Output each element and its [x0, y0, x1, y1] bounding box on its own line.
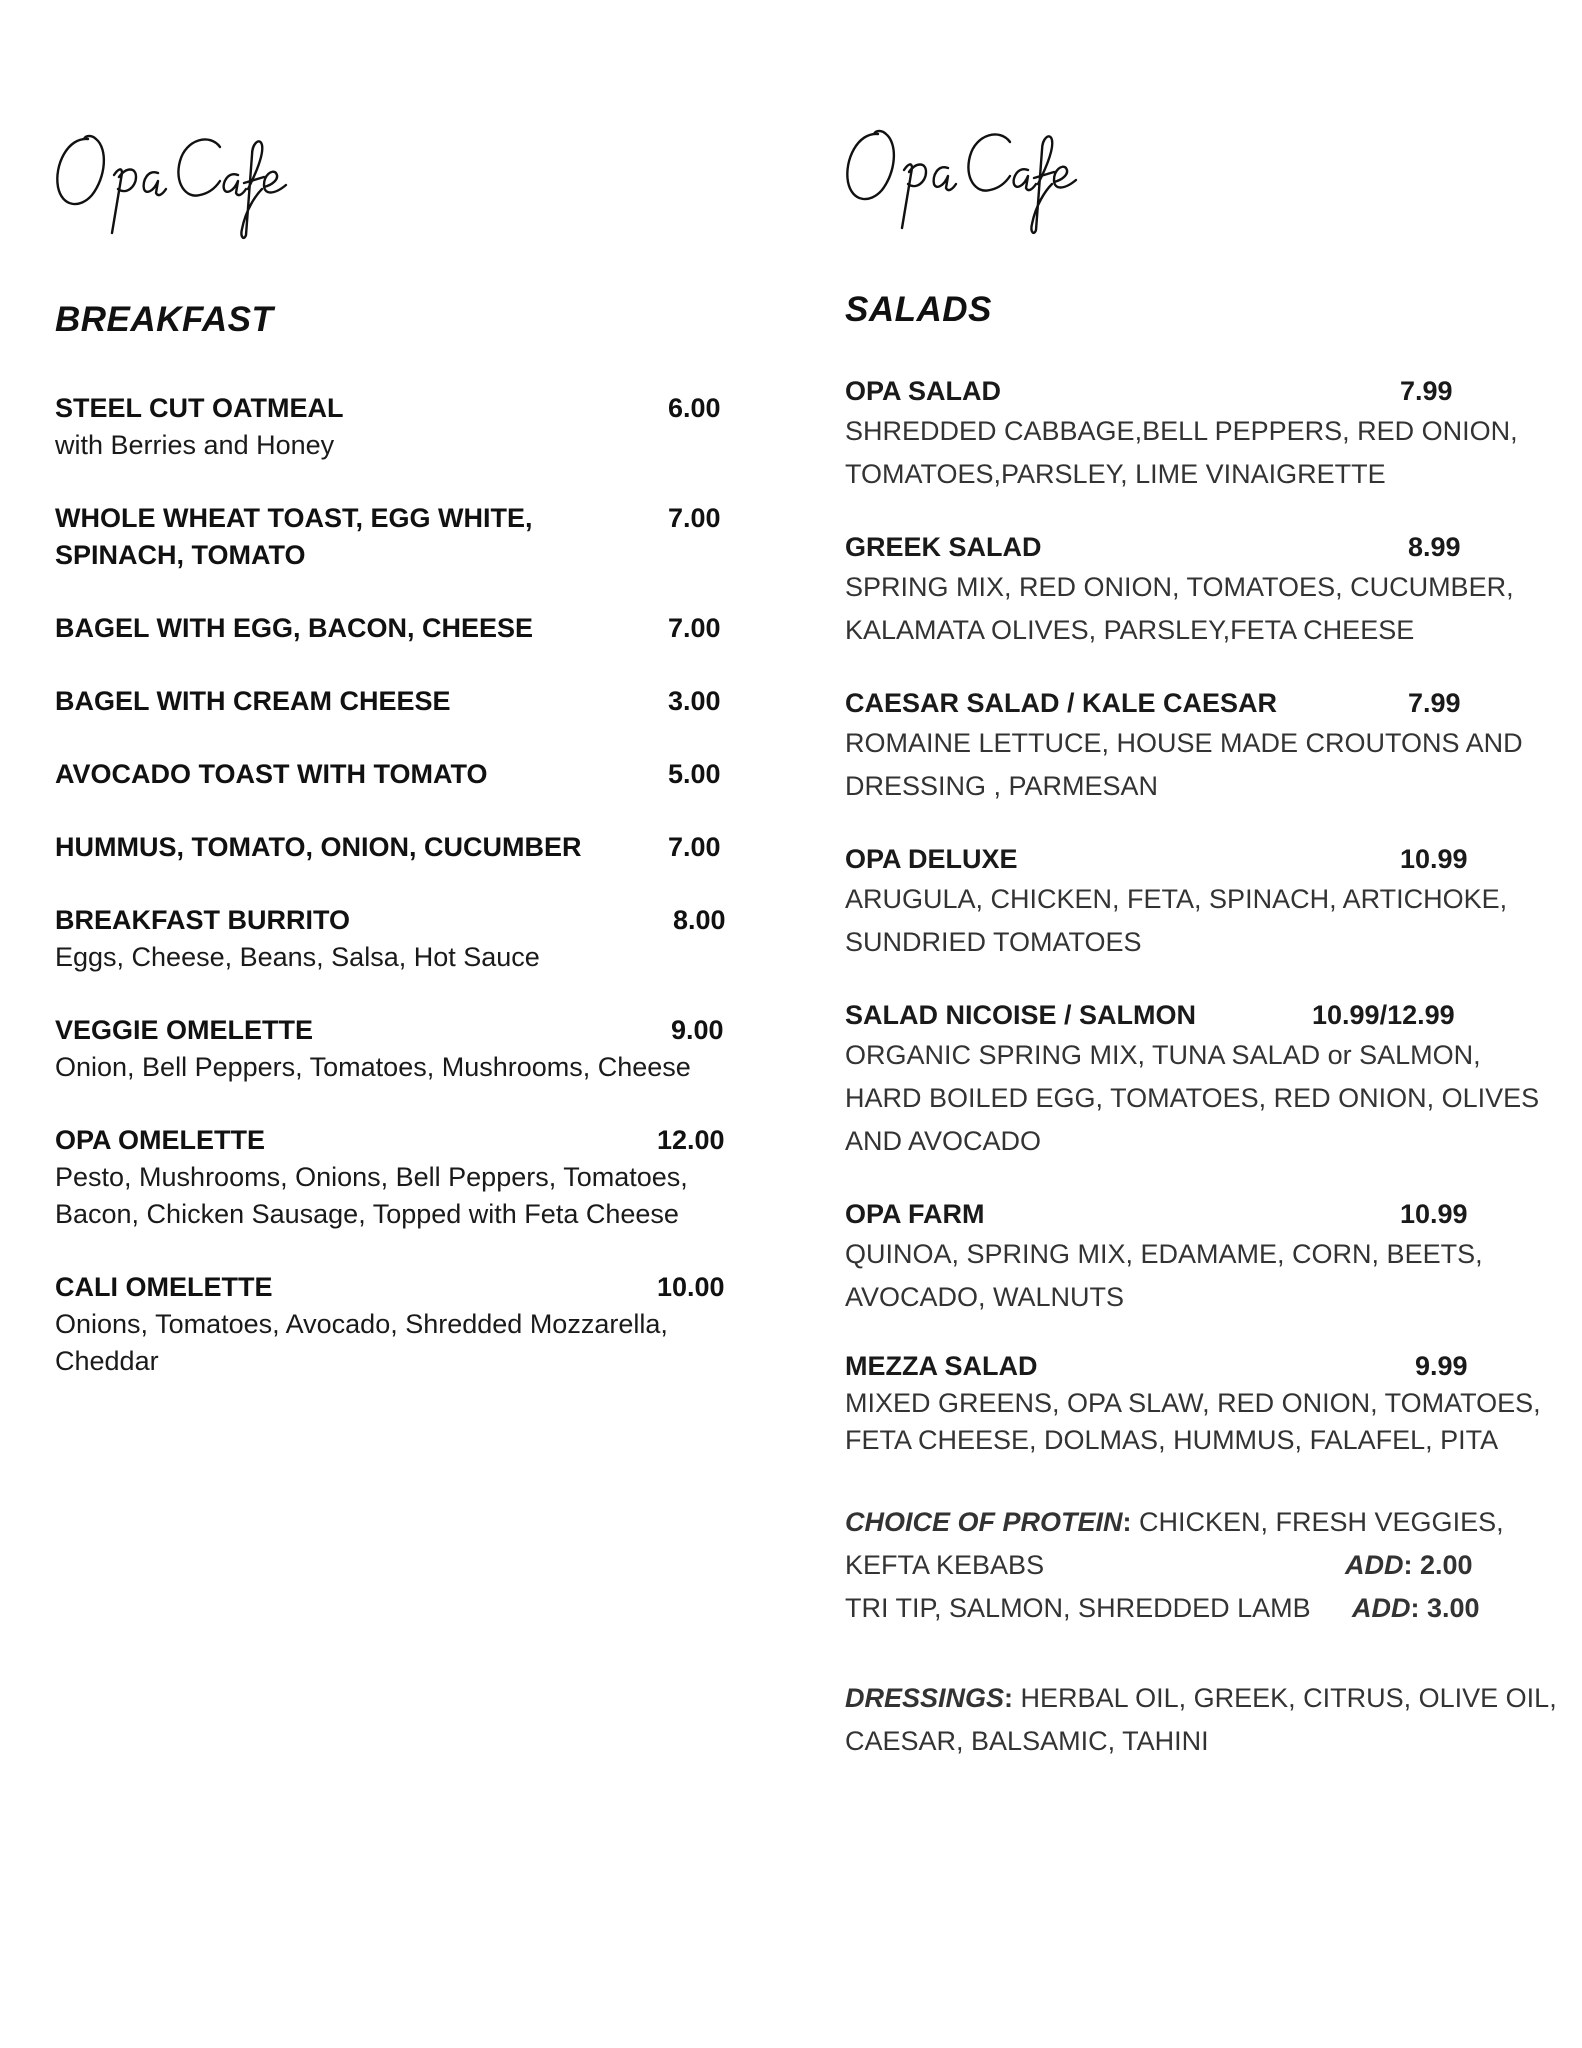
item-desc: Cheddar	[55, 1346, 159, 1376]
item-price: 10.99	[1400, 844, 1468, 874]
item-desc: TOMATOES,PARSLEY, LIME VINAIGRETTE	[845, 459, 1386, 489]
add-amount: : 3.00	[1410, 1593, 1480, 1623]
protein-line-2-text: KEFTA KEBABS	[845, 1550, 1045, 1580]
item-desc: SHREDDED CABBAGE,BELL PEPPERS, RED ONION,	[845, 416, 1518, 446]
item-desc: Onion, Bell Peppers, Tomatoes, Mushrooms, Cheese	[55, 1052, 691, 1082]
protein-add-price-1	[1345, 1544, 1473, 1587]
item-price: 8.99	[1408, 532, 1461, 562]
item-name: BREAKFAST BURRITO	[55, 905, 351, 935]
item-name: WHOLE WHEAT TOAST, EGG WHITE,	[55, 503, 533, 533]
item-price: 10.99	[1400, 1199, 1468, 1229]
opa-cafe-logo-left-script	[50, 125, 300, 245]
item-desc: HARD BOILED EGG, TOMATOES, RED ONION, OLIVES	[845, 1083, 1540, 1113]
item-name: OPA DELUXE	[845, 844, 1018, 874]
item-price: 7.99	[1408, 688, 1461, 718]
menu-item	[845, 997, 1540, 1163]
item-desc: AND AVOCADO	[845, 1126, 1042, 1156]
protein-line-1	[845, 1501, 1525, 1544]
dressings-label: DRESSINGS	[845, 1683, 1005, 1713]
menu-item	[845, 373, 1525, 496]
item-name: MEZZA SALAD	[845, 1351, 1038, 1381]
item-desc: ROMAINE LETTUCE, HOUSE MADE CROUTONS AND	[845, 728, 1523, 758]
protein-colon: :	[1122, 1507, 1132, 1537]
item-desc: SUNDRIED TOMATOES	[845, 927, 1142, 957]
dressings-line-1	[845, 1677, 1557, 1720]
item-desc: DRESSING , PARMESAN	[845, 771, 1159, 801]
item-price: 8.00	[673, 905, 726, 935]
add-label: ADD	[1345, 1550, 1404, 1580]
add-label: ADD	[1352, 1593, 1411, 1623]
item-desc: KALAMATA OLIVES, PARSLEY,FETA CHEESE	[845, 615, 1415, 645]
item-desc: SPRING MIX, RED ONION, TOMATOES, CUCUMBER,	[845, 572, 1514, 602]
item-name: BAGEL WITH EGG, BACON, CHEESE	[55, 613, 534, 643]
item-name: OPA SALAD	[845, 376, 1002, 406]
item-name: HUMMUS, TOMATO, ONION, CUCUMBER	[55, 832, 582, 862]
opa-cafe-logo-right-script	[840, 120, 1090, 240]
menu-item	[55, 683, 735, 720]
menu-item	[845, 1348, 1541, 1459]
item-name: BAGEL WITH CREAM CHEESE	[55, 686, 451, 716]
menu-item	[55, 1012, 735, 1086]
add-amount: : 2.00	[1403, 1550, 1473, 1580]
protein-add-price-2	[1352, 1587, 1480, 1630]
item-price: 9.99	[1415, 1351, 1468, 1381]
menu-item	[845, 1196, 1525, 1319]
item-name-line2: SPINACH, TOMATO	[55, 540, 306, 570]
item-name: GREEK SALAD	[845, 532, 1042, 562]
item-price: 10.99/12.99	[1312, 1000, 1455, 1030]
dressings-colon: :	[1004, 1683, 1014, 1713]
protein-line-1-text: CHICKEN, FRESH VEGGIES,	[1131, 1507, 1504, 1537]
item-price: 6.00	[668, 393, 721, 423]
item-name: OPA OMELETTE	[55, 1125, 266, 1155]
item-desc: Onions, Tomatoes, Avocado, Shredded Mozzarella,	[55, 1309, 668, 1339]
breakfast-heading: BREAKFAST	[55, 300, 274, 339]
dressings-line-1-text: HERBAL OIL, GREEK, CITRUS, OLIVE OIL,	[1013, 1683, 1557, 1713]
item-name: SALAD NICOISE / SALMON	[845, 1000, 1197, 1030]
protein-options	[845, 1501, 1525, 1630]
item-price: 10.00	[657, 1272, 725, 1302]
item-desc: FETA CHEESE, DOLMAS, HUMMUS, FALAFEL, PITA	[845, 1425, 1499, 1455]
menu-item	[845, 685, 1525, 808]
item-desc: QUINOA, SPRING MIX, EDAMAME, CORN, BEETS,	[845, 1239, 1483, 1269]
item-name: OPA FARM	[845, 1199, 985, 1229]
item-desc: Pesto, Mushrooms, Onions, Bell Peppers, Tomatoes,	[55, 1162, 688, 1192]
menu-item	[55, 1122, 735, 1233]
item-price: 12.00	[657, 1125, 725, 1155]
item-price: 9.00	[671, 1015, 724, 1045]
dressings-line-2: CAESAR, BALSAMIC, TAHINI	[845, 1726, 1209, 1756]
item-price: 7.99	[1400, 376, 1453, 406]
opa-cafe-logo-right	[840, 120, 1090, 240]
menu-item	[55, 610, 735, 647]
menu-item	[55, 902, 735, 976]
salads-heading: SALADS	[845, 290, 992, 329]
menu-item	[55, 500, 735, 574]
item-name: STEEL CUT OATMEAL	[55, 393, 344, 423]
protein-line-2	[845, 1544, 1525, 1587]
item-name: CAESAR SALAD / KALE CAESAR	[845, 688, 1278, 718]
item-price: 3.00	[668, 686, 721, 716]
item-desc: ORGANIC SPRING MIX, TUNA SALAD or SALMON,	[845, 1040, 1481, 1070]
item-desc: Bacon, Chicken Sausage, Topped with Feta Cheese	[55, 1199, 679, 1229]
menu-item	[55, 1269, 735, 1380]
item-name: VEGGIE OMELETTE	[55, 1015, 314, 1045]
item-price: 7.00	[668, 503, 721, 533]
item-name: CALI OMELETTE	[55, 1272, 273, 1302]
item-desc: with Berries and Honey	[55, 430, 335, 460]
dressings-options	[845, 1677, 1557, 1763]
item-price: 7.00	[668, 832, 721, 862]
item-desc: ARUGULA, CHICKEN, FETA, SPINACH, ARTICHOKE,	[845, 884, 1508, 914]
menu-item	[55, 390, 735, 464]
menu-item	[55, 829, 735, 866]
item-desc: Eggs, Cheese, Beans, Salsa, Hot Sauce	[55, 942, 540, 972]
protein-line-3-text: TRI TIP, SALMON, SHREDDED LAMB	[845, 1593, 1311, 1623]
item-desc: AVOCADO, WALNUTS	[845, 1282, 1125, 1312]
item-price: 7.00	[668, 613, 721, 643]
opa-cafe-logo-left	[50, 125, 300, 245]
protein-label: CHOICE OF PROTEIN	[845, 1507, 1123, 1537]
item-price: 5.00	[668, 759, 721, 789]
menu-item	[55, 756, 735, 793]
item-name: AVOCADO TOAST WITH TOMATO	[55, 759, 488, 789]
protein-line-3	[845, 1587, 1525, 1630]
item-desc: MIXED GREENS, OPA SLAW, RED ONION, TOMATOES,	[845, 1388, 1541, 1418]
menu-item	[845, 529, 1525, 652]
menu-item	[845, 841, 1525, 964]
